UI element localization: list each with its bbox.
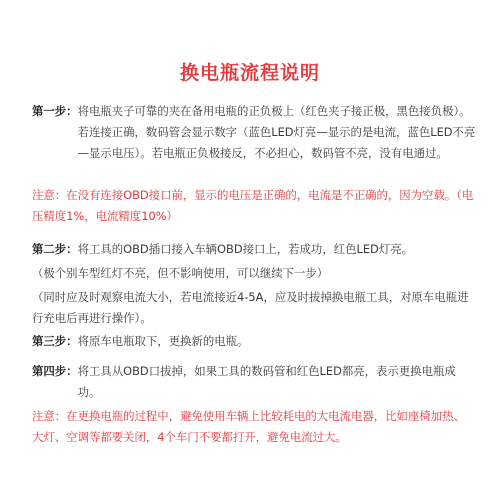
- step-4: [32, 361, 476, 403]
- step-3: [32, 331, 476, 352]
- step-1: [32, 101, 476, 164]
- step-2: [32, 239, 476, 260]
- note-2: 注意：在更换电瓶的过程中，避免使用车辆上比较耗电的大电流电器，比如座椅加热、大灯、空调等都要关闭，4个车门不要都打开，避免电流过大。: [32, 409, 465, 444]
- step-3-text: 将原车电瓶取下，更换新的电瓶。: [77, 334, 249, 348]
- step-4-text: 将工具从OBD口拔掉，如果工具的数码管和红色LED都亮，表示更换电瓶成功。: [77, 364, 456, 399]
- step-2-note-a: （极个别车型红灯不亮，但不影响使用，可以继续下一步）: [32, 266, 329, 280]
- step-3-label: 第三步：: [32, 334, 78, 348]
- step-1-label: 第一步：: [32, 104, 78, 118]
- page-title: 换电瓶流程说明: [179, 62, 320, 84]
- step-2-note-b: （同时应及时观察电流大小，若电流接近4-5A，应及时拔掉换电瓶工具，对原车电瓶进行充电后再进行操作）。: [32, 290, 469, 325]
- step-2-text: 将工具的OBD插口接入车辆OBD接口上，若成功，红色LED灯亮。: [77, 242, 413, 256]
- step-1-text: 将电瓶夹子可靠的夹在备用电瓶的正负极上（红色夹子接正极，黑色接负极）。若连接正确，数码管会显示数字（蓝色LED灯亮—显示的是电流，蓝色LED不亮—显示电压）。若电瓶正负极接反，不必担心，数码管不亮，没有电通过。: [77, 104, 476, 160]
- step-4-label: 第四步：: [32, 364, 78, 378]
- step-2-label: 第二步：: [32, 242, 78, 256]
- note-1: 注意：在没有连接OBD接口前，显示的电压是正确的，电流是不正确的，因为空载。（电压精度1%，电流精度10%）: [32, 188, 474, 223]
